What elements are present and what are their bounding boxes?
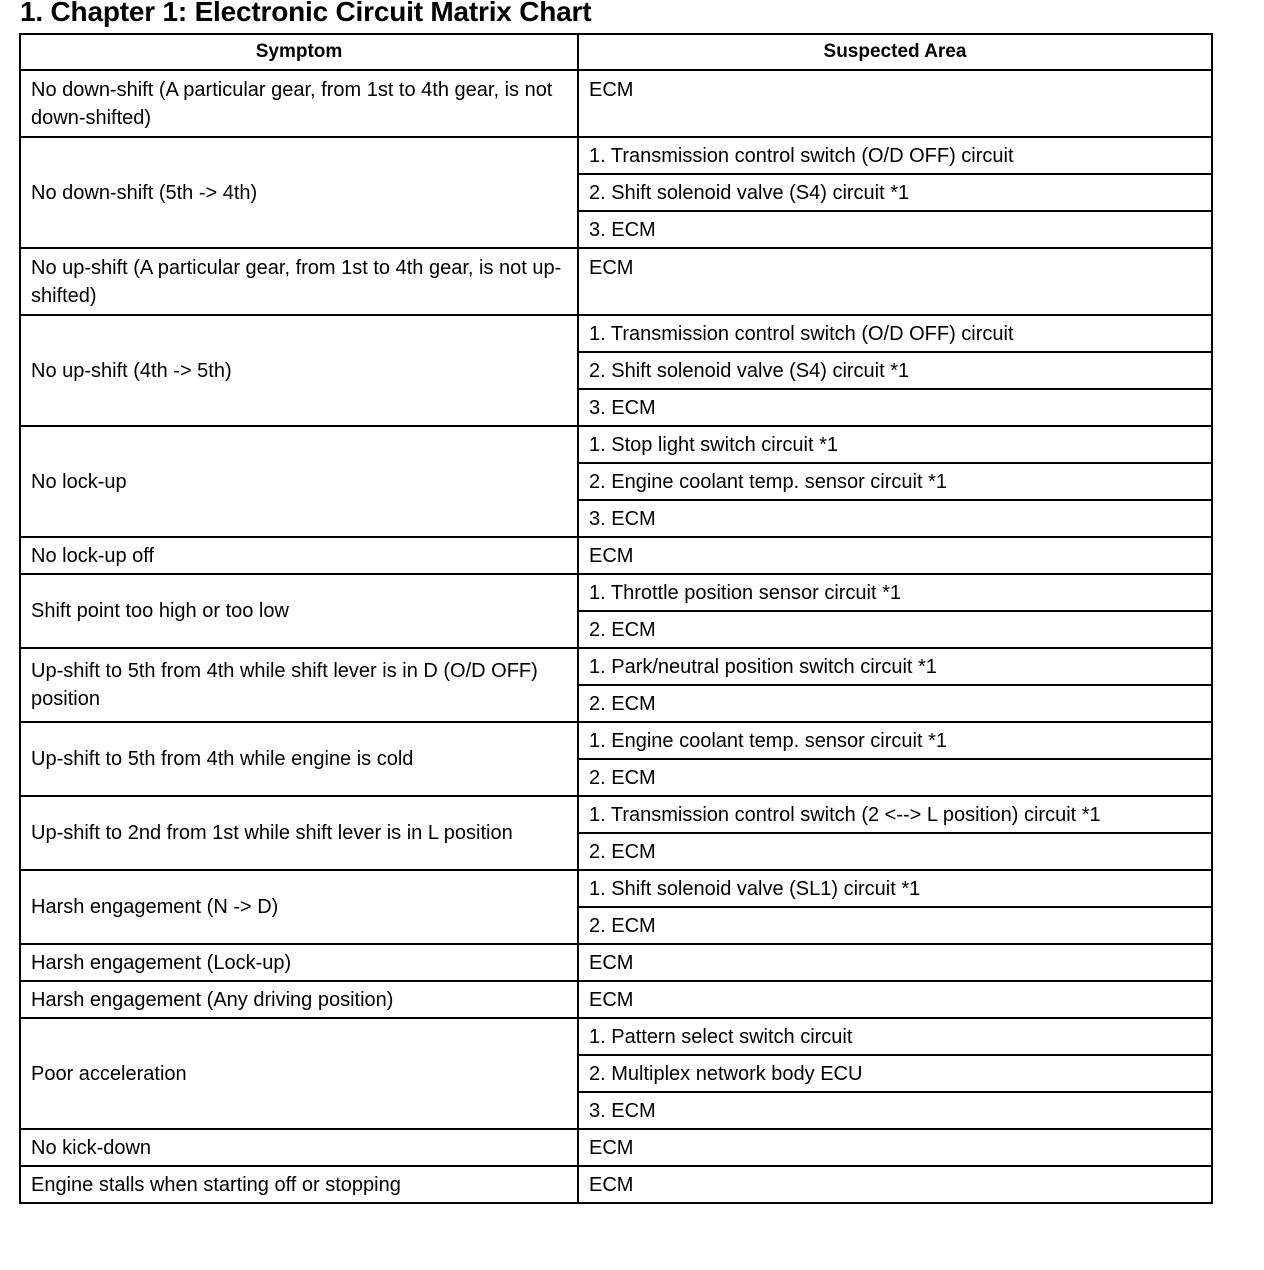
suspected-area-cell: 1. Pattern select switch circuit (578, 1018, 1212, 1055)
suspected-area-cell: ECM (578, 537, 1212, 574)
suspected-area-cell: 3. ECM (578, 1092, 1212, 1129)
suspected-area-cell: 1. Park/neutral position switch circuit *1 (578, 648, 1212, 685)
table-row (20, 137, 1212, 174)
table-row (20, 1129, 1212, 1166)
header-suspected-area: Suspected Area (578, 34, 1212, 70)
suspected-area-cell: 2. Multiplex network body ECU (578, 1055, 1212, 1092)
symptom-cell: Engine stalls when starting off or stopping (20, 1166, 578, 1203)
circuit-matrix-table (19, 33, 1213, 1204)
symptom-cell: No up-shift (4th -> 5th) (20, 315, 578, 426)
symptom-cell: No down-shift (A particular gear, from 1st to 4th gear, is not down-shifted) (20, 70, 578, 137)
suspected-area-cell: 1. Transmission control switch (O/D OFF) circuit (578, 137, 1212, 174)
symptom-cell: Poor acceleration (20, 1018, 578, 1129)
header-symptom: Symptom (20, 34, 578, 70)
suspected-area-cell: ECM (578, 248, 1212, 315)
suspected-area-cell: 1. Stop light switch circuit *1 (578, 426, 1212, 463)
symptom-cell: Harsh engagement (Lock-up) (20, 944, 578, 981)
symptom-cell: Up-shift to 2nd from 1st while shift lever is in L position (20, 796, 578, 870)
suspected-area-cell: 1. Transmission control switch (2 <--> L position) circuit *1 (578, 796, 1212, 833)
suspected-area-cell: 2. ECM (578, 611, 1212, 648)
table-row (20, 722, 1212, 759)
suspected-area-cell: ECM (578, 981, 1212, 1018)
table-row (20, 70, 1212, 137)
table-row (20, 648, 1212, 685)
table-row (20, 574, 1212, 611)
suspected-area-cell: 2. Engine coolant temp. sensor circuit *1 (578, 463, 1212, 500)
page-title: 1. Chapter 1: Electronic Circuit Matrix Chart (20, 0, 592, 27)
table-row (20, 1018, 1212, 1055)
symptom-cell: Harsh engagement (N -> D) (20, 870, 578, 944)
suspected-area-cell: 1. Transmission control switch (O/D OFF) circuit (578, 315, 1212, 352)
table-row (20, 315, 1212, 352)
table-row (20, 426, 1212, 463)
suspected-area-cell: ECM (578, 944, 1212, 981)
table-row (20, 248, 1212, 315)
table-row (20, 1166, 1212, 1203)
suspected-area-cell: ECM (578, 1166, 1212, 1203)
symptom-cell: No up-shift (A particular gear, from 1st to 4th gear, is not up-shifted) (20, 248, 578, 315)
symptom-cell: Up-shift to 5th from 4th while engine is cold (20, 722, 578, 796)
suspected-area-cell: 2. Shift solenoid valve (S4) circuit *1 (578, 352, 1212, 389)
suspected-area-cell: 3. ECM (578, 211, 1212, 248)
table-row (20, 870, 1212, 907)
suspected-area-cell: 3. ECM (578, 389, 1212, 426)
symptom-cell: No lock-up (20, 426, 578, 537)
suspected-area-cell: 1. Throttle position sensor circuit *1 (578, 574, 1212, 611)
suspected-area-cell: 1. Engine coolant temp. sensor circuit *1 (578, 722, 1212, 759)
table-row (20, 537, 1212, 574)
suspected-area-cell: ECM (578, 70, 1212, 137)
symptom-cell: Harsh engagement (Any driving position) (20, 981, 578, 1018)
suspected-area-cell: 2. Shift solenoid valve (S4) circuit *1 (578, 174, 1212, 211)
table-row (20, 796, 1212, 833)
table-header-row (20, 34, 1212, 70)
suspected-area-cell: 2. ECM (578, 685, 1212, 722)
suspected-area-cell: 2. ECM (578, 833, 1212, 870)
symptom-cell: Up-shift to 5th from 4th while shift lever is in D (O/D OFF) position (20, 648, 578, 722)
suspected-area-cell: 3. ECM (578, 500, 1212, 537)
symptom-cell: No lock-up off (20, 537, 578, 574)
table-row (20, 981, 1212, 1018)
suspected-area-cell: ECM (578, 1129, 1212, 1166)
suspected-area-cell: 2. ECM (578, 759, 1212, 796)
suspected-area-cell: 2. ECM (578, 907, 1212, 944)
suspected-area-cell: 1. Shift solenoid valve (SL1) circuit *1 (578, 870, 1212, 907)
symptom-cell: No down-shift (5th -> 4th) (20, 137, 578, 248)
symptom-cell: Shift point too high or too low (20, 574, 578, 648)
table-row (20, 944, 1212, 981)
symptom-cell: No kick-down (20, 1129, 578, 1166)
